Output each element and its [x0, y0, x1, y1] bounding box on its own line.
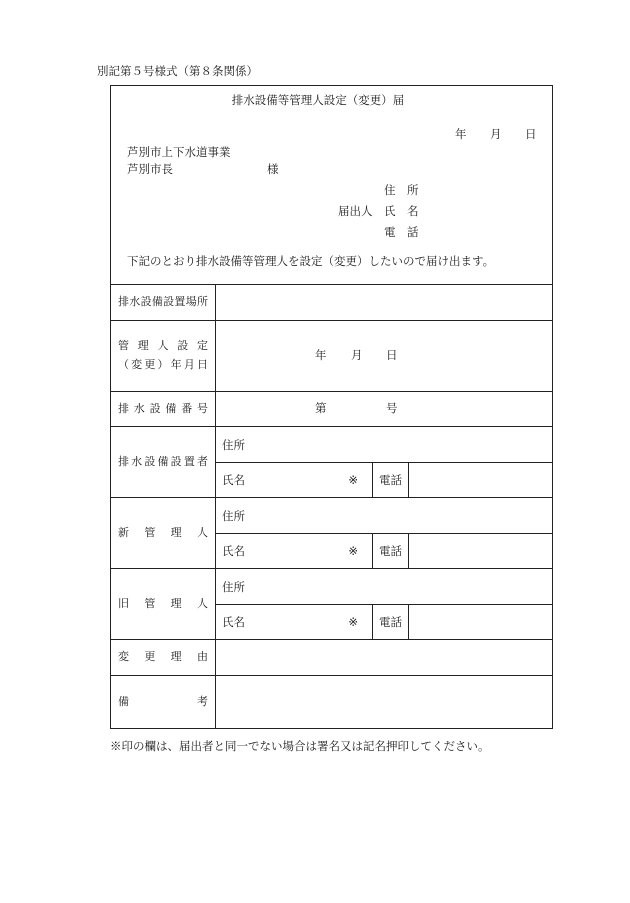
old-manager-name-label: 氏名: [222, 617, 245, 629]
new-manager-phone-label: 電話: [379, 546, 402, 558]
new-manager-phone-field: [409, 534, 552, 568]
installer-name-row: [216, 462, 552, 497]
applicant-label: 届出人: [338, 206, 373, 218]
form-reference-number: 別記第５号様式（第８条関係）: [97, 66, 258, 78]
new-manager-address-field: [216, 498, 552, 533]
row-label-cell: [111, 676, 216, 728]
installer-phone-label-cell: [373, 463, 409, 497]
remarks-label: 備考: [118, 695, 208, 708]
old-manager-address-field: [216, 569, 552, 604]
installer-phone-label: 電話: [379, 475, 402, 487]
setting-date-year: 年: [315, 350, 327, 362]
row-label-cell: [111, 392, 216, 426]
recipient-honorific: 様: [267, 164, 279, 176]
drainage-number-prefix: 第: [315, 403, 327, 415]
old-manager-fields: [216, 569, 552, 639]
new-manager-seal-mark: ※: [348, 546, 358, 558]
new-manager-label: 新管理人: [118, 526, 208, 539]
footnote: ※印の欄は、届出者と同一でない場合は署名又は記名押印してください。: [110, 741, 490, 753]
old-manager-phone-label: 電話: [379, 617, 402, 629]
installer-label: 排水設備設置者: [118, 455, 208, 468]
old-manager-seal-mark: ※: [348, 617, 358, 629]
row-label-cell: [111, 285, 216, 320]
setting-date-day: 日: [386, 350, 398, 362]
change-reason-field: [216, 640, 552, 675]
submission-date-day: 日: [525, 129, 537, 141]
remarks-field: [216, 676, 552, 728]
setting-date-month: 月: [351, 350, 363, 362]
row-label-cell: [111, 569, 216, 639]
installer-phone-field: [409, 463, 552, 497]
row-label-cell: [111, 321, 216, 391]
old-manager-phone-label-cell: [373, 605, 409, 639]
row-installation-location: [111, 284, 552, 320]
drainage-number-field: [216, 392, 552, 426]
row-drainage-number: [111, 391, 552, 426]
row-setting-date: [111, 320, 552, 391]
recipient-title: 芦別市長: [127, 164, 173, 176]
old-manager-address-label: 住所: [222, 581, 245, 594]
row-old-manager: [111, 568, 552, 639]
new-manager-address-label: 住所: [222, 510, 245, 523]
row-change-reason: [111, 639, 552, 675]
form-header: [111, 86, 552, 284]
installer-address-field: [216, 427, 552, 462]
applicant-name-label: 氏 名: [384, 206, 419, 218]
installation-location-label: 排水設備設置場所: [118, 296, 208, 308]
new-manager-name-row: [216, 533, 552, 568]
row-installer: [111, 426, 552, 497]
new-manager-name-field: [216, 534, 373, 568]
installer-seal-mark: ※: [348, 475, 358, 487]
submission-date-year: 年: [455, 129, 467, 141]
setting-date-label-line2: （変更）年月日: [118, 359, 208, 371]
installer-name-field: [216, 463, 373, 497]
form-title: 排水設備等管理人設定（変更）届: [231, 95, 405, 107]
row-label-cell: [111, 427, 216, 497]
form-table: [110, 85, 553, 729]
drainage-number-label: 排水設備番号: [118, 402, 208, 415]
row-new-manager: [111, 497, 552, 568]
applicant-phone-label: 電 話: [384, 227, 419, 239]
row-remarks: [111, 675, 552, 728]
row-label-cell: [111, 640, 216, 675]
installer-name-label: 氏名: [222, 475, 245, 487]
new-manager-name-label: 氏名: [222, 546, 245, 558]
old-manager-name-row: [216, 604, 552, 639]
recipient-organization: 芦別市上下水道事業: [127, 147, 231, 159]
row-label-cell: [111, 498, 216, 568]
installer-fields: [216, 427, 552, 497]
submission-statement: 下記のとおり排水設備等管理人を設定（変更）したいので届け出ます。: [127, 256, 495, 268]
old-manager-phone-field: [409, 605, 552, 639]
change-reason-label: 変更理由: [118, 651, 208, 663]
new-manager-phone-label-cell: [373, 534, 409, 568]
old-manager-label: 旧管理人: [118, 597, 208, 610]
submission-date-month: 月: [490, 129, 502, 141]
drainage-number-suffix: 号: [386, 403, 398, 415]
applicant-address-label: 住 所: [384, 185, 419, 197]
setting-date-label-line1: 管理人設定: [118, 340, 208, 352]
installer-address-label: 住所: [222, 439, 245, 452]
old-manager-name-field: [216, 605, 373, 639]
installation-location-field: [216, 285, 552, 320]
new-manager-fields: [216, 498, 552, 568]
setting-date-field: [216, 321, 552, 391]
